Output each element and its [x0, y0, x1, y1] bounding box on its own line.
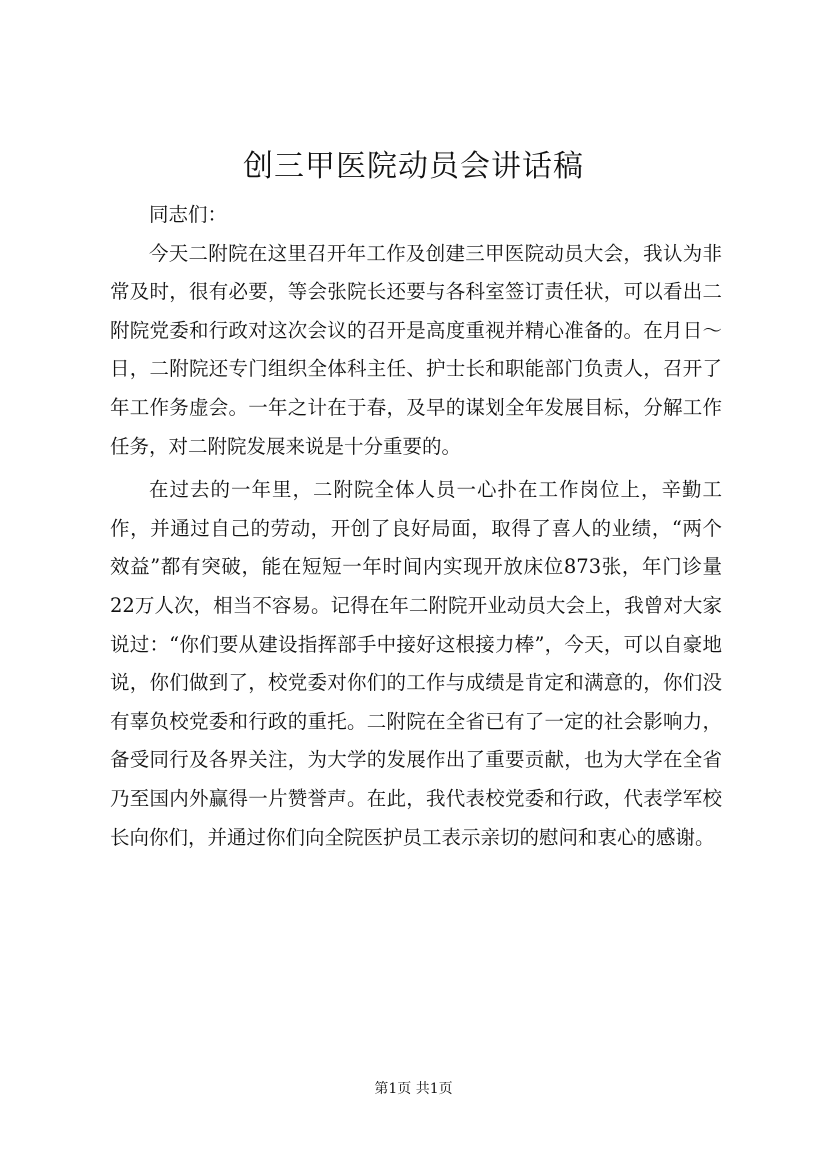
- page-footer: 第1页 共1页: [374, 1081, 453, 1097]
- document-title: 创三甲医院动员会讲话稿: [243, 149, 584, 184]
- document-body: [110, 196, 722, 857]
- salutation: 同志们：: [149, 203, 228, 226]
- paragraph-2: 在过去的一年里，二附院全体人员一心扑在工作岗位上，辛勤工作，并通过自己的劳动，开创了良好局面，取得了喜人的业绩，“两个效益”都有突破，能在短短一年时间内实现开放床位873张，年门诊量22万人次，相当不容易。记得在年二附院开业动员大会上，我曾对大家说过：“你们要从建设指挥部手中接好这根接力棒”，今天，可以自豪地说，你们做到了，校党委对你们的工作与成绩是肯定和满意的，你们没有辜负校党委和行政的重托。二附院在全省已有了一定的社会影响力，备受同行及各界关注，为大学的发展作出了重要贡献，也为大学在全省乃至国内外赢得一片赞誉声。在此，我代表校党委和行政，代表学军校长向你们，并通过你们向全院医护员工表示亲切的慰问和衷心的感谢。: [110, 478, 722, 849]
- paragraph-1: 今天二附院在这里召开年工作及创建三甲医院动员大会，我认为非常及时，很有必要，等会张院长还要与各科室签订责任状，可以看出二附院党委和行政对这次会议的召开是高度重视并精心准备的。在月日～日，二附院还专门组织全体科主任、护士长和职能部门负责人，召开了年工作务虚会。一年之计在于春，及早的谋划全年发展目标，分解工作任务，对二附院发展来说是十分重要的。: [110, 241, 722, 458]
